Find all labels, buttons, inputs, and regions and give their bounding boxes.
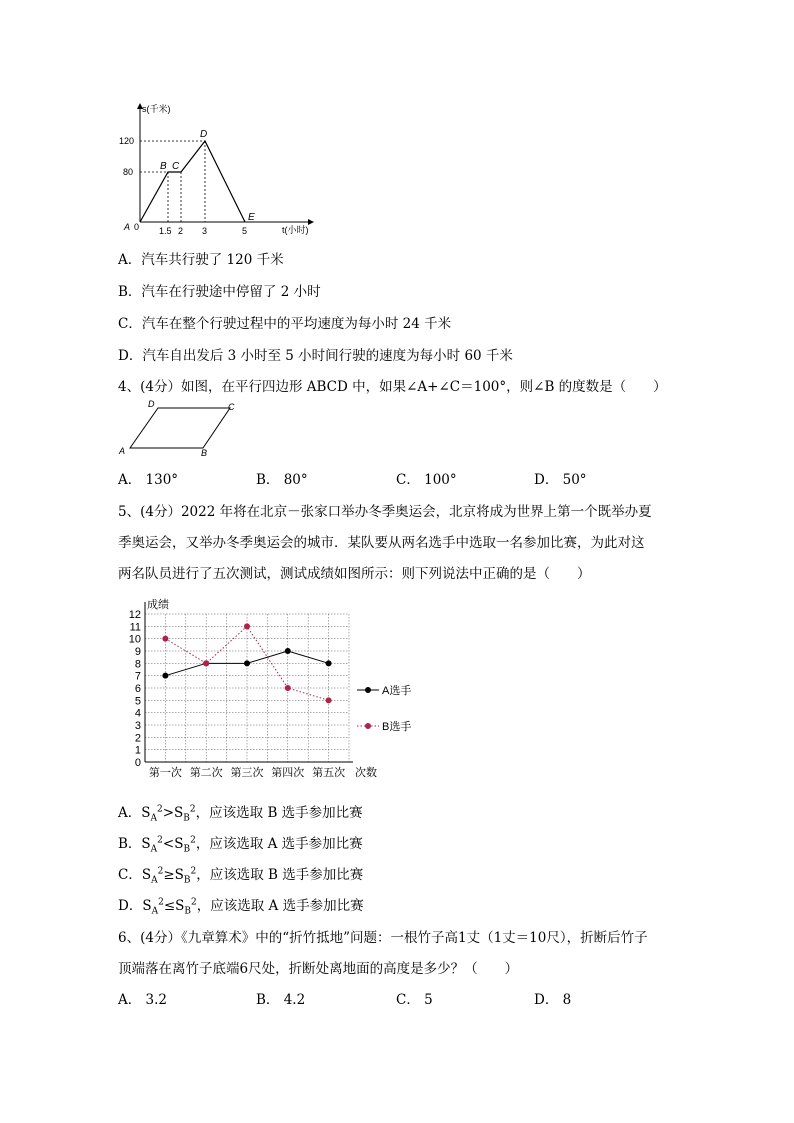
chart-point-a — [326, 660, 332, 666]
q4-option-d: D． 50° — [534, 472, 587, 488]
chart-point-a — [285, 648, 291, 654]
chart-point-a — [162, 673, 168, 679]
chart-x-tick-label: 第二次 — [189, 767, 223, 779]
graph-point-d: D — [200, 129, 208, 140]
q6-option-d: D． 8 — [534, 992, 572, 1008]
chart-x-tick-label: 第五次 — [312, 767, 346, 779]
graph-x-tick-5: 5 — [242, 226, 248, 236]
q5-stem-line-1: 5、(4分）2022 年将在北京－张家口举办冬季奥运会，北京将成为世界上第一个既举办夏 — [118, 504, 652, 520]
graph-point-a: A — [124, 222, 131, 232]
chart-y-tick-label: 5 — [134, 695, 141, 708]
chart-y-axis-label: 成绩 — [147, 599, 169, 611]
q5-option-d: D．$S_A^2\le S_B^2$，应该选取 A 选手参加比赛 — [118, 897, 364, 917]
q3-option-d: D．汽车自出发后 3 小时至 5 小时间行驶的速度为每小时 60 千米 — [118, 348, 513, 364]
chart-y-tick-label: 3 — [134, 720, 141, 732]
graph-y-axis-label: s(千米) — [142, 104, 171, 114]
q4-option-c: C． 100° — [396, 472, 457, 488]
q5-option-b: B．$S_A^2<S_B^2$，应该选取 A 选手参加比赛 — [118, 835, 363, 855]
chart-point-b — [244, 623, 250, 629]
q5-stem-line-2: 季奥运会，又举办冬季奥运会的城市．某队要从两名选手中选取一名参加比赛，为此对这 — [118, 535, 645, 551]
chart-x-axis-label: 次数 — [355, 767, 377, 779]
chart-point-a — [244, 660, 250, 666]
graph-x-tick-3: 3 — [202, 226, 208, 236]
distance-time-graph — [115, 96, 315, 236]
chart-point-b — [285, 685, 291, 691]
q5-option-a: A．$S_A^2>S_B^2$，应该选取 B 选手参加比赛 — [118, 804, 363, 824]
chart-x-tick-label: 第三次 — [230, 767, 264, 779]
q4-option-b: B． 80° — [256, 472, 308, 488]
q6-stem-line-1: 6、(4分）《九章算术》中的“折竹抵地”问题：一根竹子高1丈（1丈＝10尺），折断后竹子 — [118, 930, 648, 946]
q4-option-a: A． 130° — [118, 472, 179, 488]
chart-y-tick-label: 8 — [134, 658, 141, 671]
q3-option-b: B．汽车在行驶途中停留了 2 小时 — [118, 284, 321, 300]
parallelogram-label-a: A — [119, 446, 126, 456]
chart-y-tick-label: 11 — [129, 621, 141, 634]
q4-stem: 4、(4分）如图，在平行四边形 ABCD 中，如果∠A+∠C＝100°，则∠B 的度数是（ ） — [118, 379, 667, 395]
graph-origin-label: 0 — [134, 222, 140, 232]
chart-legend-label: B选手 — [382, 721, 412, 733]
chart-y-tick-label: 2 — [134, 732, 141, 745]
chart-y-tick-label: 9 — [134, 646, 141, 658]
chart-y-tick-label: 4 — [134, 707, 141, 720]
chart-x-tick-label: 第一次 — [148, 767, 182, 779]
q5-stem-line-3: 两名队员进行了五次测试，测试成绩如图所示：则下列说法中正确的是（ ） — [118, 566, 591, 582]
q6-stem-line-2: 顶端落在离竹子底端6尺处，折断处离地面的高度是多少？（ ） — [118, 961, 519, 977]
parallelogram-label-b: B — [201, 448, 208, 458]
chart-point-b — [203, 660, 209, 666]
graph-point-c: C — [172, 161, 180, 172]
graph-path — [140, 141, 245, 222]
q3-option-c: C．汽车在整个行驶过程中的平均速度为每小时 24 千米 — [118, 316, 452, 332]
chart-legend-label: A选手 — [382, 685, 412, 697]
chart-y-tick-label: 1 — [134, 744, 141, 757]
parallelogram-shape — [130, 408, 230, 448]
graph-point-b: B — [160, 161, 167, 172]
q5-option-c: C．$S_A^2\ge S_B^2$，应该选取 B 选手参加比赛 — [118, 866, 364, 886]
chart-point-b — [326, 697, 332, 703]
q6-option-c: C． 5 — [396, 992, 433, 1008]
parallelogram-figure — [115, 396, 245, 458]
chart-y-tick-label: 0 — [134, 757, 141, 769]
q6-option-b: B． 4.2 — [256, 992, 306, 1008]
parallelogram-label-d: D — [148, 399, 155, 409]
chart-y-tick-label: 10 — [128, 633, 141, 646]
graph-y-tick-120: 120 — [119, 136, 135, 146]
graph-x-axis-label: t(小时) — [282, 225, 309, 235]
score-line-chart — [115, 592, 435, 784]
chart-legend-marker — [365, 687, 371, 693]
graph-point-e: E — [248, 212, 255, 223]
chart-y-tick-label: 7 — [134, 670, 141, 683]
parallelogram-label-c: C — [228, 402, 235, 412]
chart-y-tick-label: 6 — [134, 683, 141, 695]
chart-y-tick-label: 12 — [128, 609, 141, 621]
graph-x-tick-1-5: 1.5 — [159, 226, 172, 236]
q3-option-a: A．汽车共行驶了 120 千米 — [118, 252, 284, 268]
q6-option-a: A． 3.2 — [118, 992, 168, 1008]
chart-legend-marker — [365, 723, 371, 729]
chart-point-b — [162, 636, 168, 642]
graph-y-tick-80: 80 — [123, 167, 134, 177]
chart-x-tick-label: 第四次 — [271, 767, 305, 779]
graph-x-tick-2: 2 — [178, 226, 184, 236]
